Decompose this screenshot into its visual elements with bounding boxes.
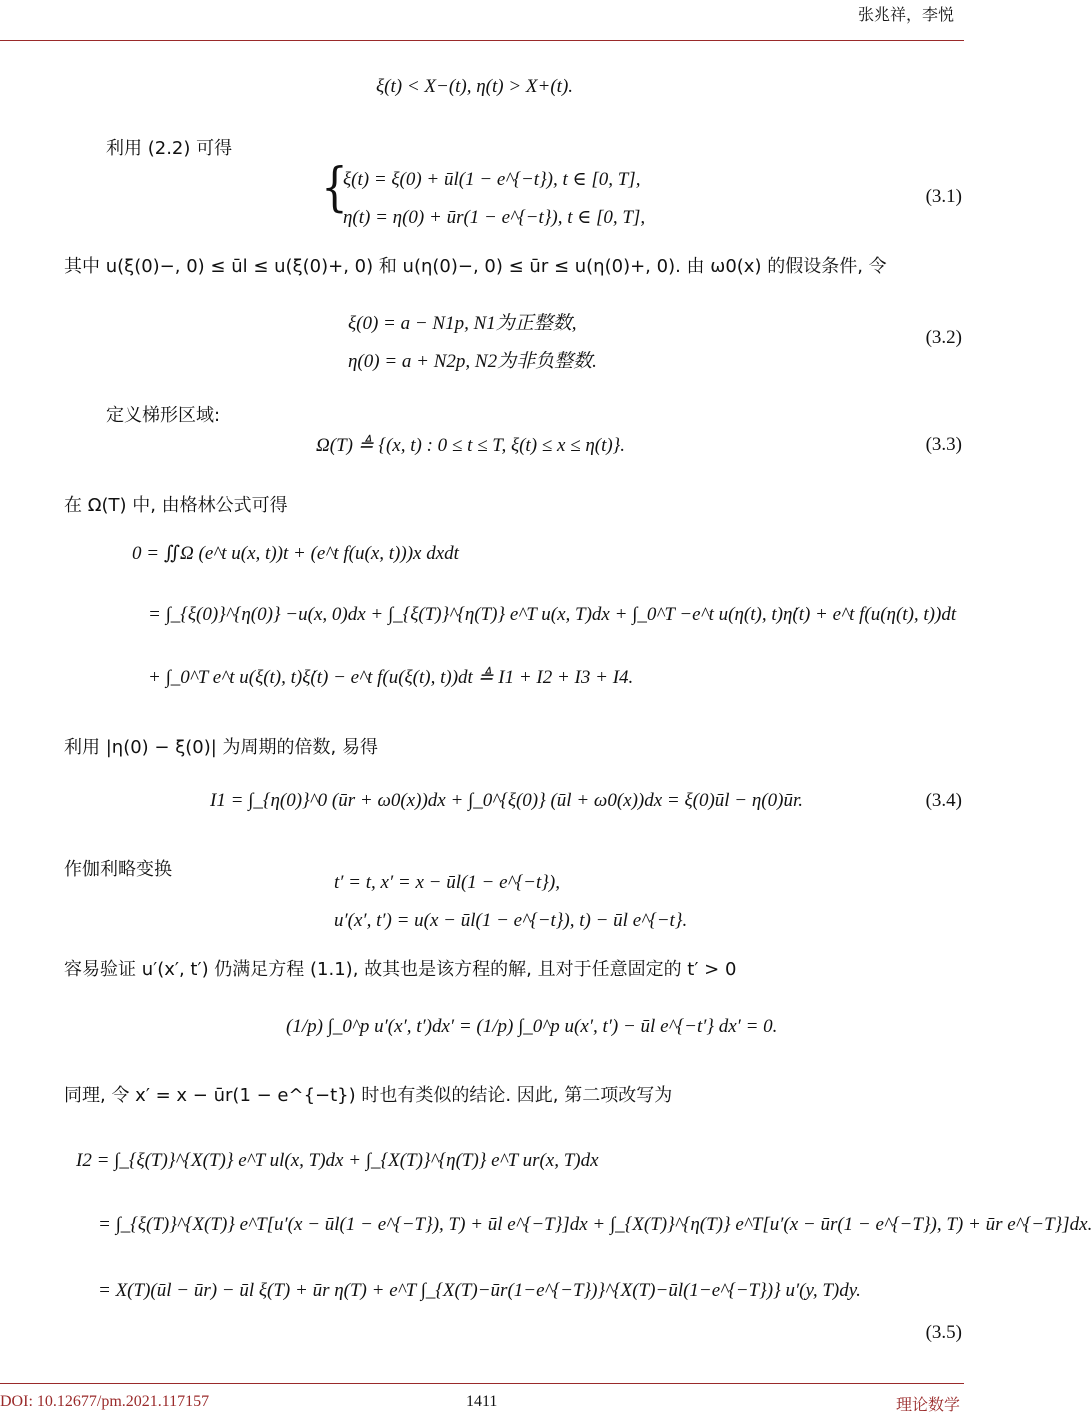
footer-page-number: 1411 bbox=[466, 1393, 498, 1410]
text-line: 容易验证 u′(x′, t′) 仍满足方程 (1.1), 故其也是该方程的解, 且对于任意固定的 t′ > 0 bbox=[64, 959, 737, 980]
equation-line: I1 = ∫_{η(0)}^0 (ūr + ω0(x))dx + ∫_0^{ξ(0)} (ūl + ω0(x))dx = ξ(0)ūl − η(0)ūr. bbox=[210, 790, 803, 811]
header-authors: 张兆祥，李悦 bbox=[857, 5, 954, 24]
equation-line: I2 = ∫_{ξ(T)}^{X(T)} e^T ul(x, T)dx + ∫_{X(T)}^{η(T)} e^T ur(x, T)dx bbox=[76, 1150, 599, 1171]
text-line: 利用 (2.2) 可得 bbox=[106, 138, 233, 159]
text-line: 其中 u(ξ(0)−, 0) ≤ ūl ≤ u(ξ(0)+, 0) 和 u(η(0)−, 0) ≤ ūr ≤ u(η(0)+, 0). 由 ω0(x) 的假设条件, 令 bbox=[64, 256, 887, 277]
left-brace: { bbox=[321, 158, 348, 218]
text-line: 在 Ω(T) 中, 由格林公式可得 bbox=[64, 495, 288, 516]
equation-line: η(t) = η(0) + ūr(1 − e^{−t}), t ∈ [0, T], bbox=[343, 207, 646, 228]
footer-rule bbox=[0, 1383, 964, 1384]
text-line: 定义梯形区域: bbox=[106, 405, 221, 426]
equation-line: = ∫_{ξ(T)}^{X(T)} e^T[u′(x − ūl(1 − e^{−T}), T) + ūl e^{−T}]dx + ∫_{X(T)}^{η(T)} e^T[u′(x − ūr(1 − e^{−T}), T) + ūr e^{−T}]dx. bbox=[98, 1214, 1092, 1235]
equation-number: (3.4) bbox=[925, 790, 962, 811]
equation-line: ξ(0) = a − N1p, N1为正整数, bbox=[348, 313, 577, 334]
text-line: 作伽利略变换 bbox=[64, 859, 172, 880]
equation-line: + ∫_0^T e^t u(ξ(t), t)ξ̇(t) − e^t f(u(ξ(t), t))dt ≜ I1 + I2 + I3 + I4. bbox=[148, 667, 634, 688]
equation-line: ξ(t) = ξ(0) + ūl(1 − e^{−t}), t ∈ [0, T], bbox=[343, 169, 641, 190]
equation-line: 0 = ∬Ω (e^t u(x, t))t + (e^t f(u(x, t)))x dxdt bbox=[132, 543, 459, 564]
footer-doi[interactable]: DOI: 10.12677/pm.2021.117157 bbox=[0, 1393, 210, 1410]
equation-line: = ∫_{ξ(0)}^{η(0)} −u(x, 0)dx + ∫_{ξ(T)}^{η(T)} e^T u(x, T)dx + ∫_0^T −e^t u(η(t), t)η̇(t) + e^t f(u(η(t), t))dt bbox=[148, 604, 957, 625]
equation-line: ξ(t) < X−(t), η(t) > X+(t). bbox=[376, 76, 574, 97]
header-rule bbox=[0, 40, 964, 41]
text-line: 利用 |η(0) − ξ(0)| 为周期的倍数, 易得 bbox=[64, 737, 378, 758]
footer-journal[interactable]: 理论数学 bbox=[895, 1395, 960, 1414]
equation-line: η(0) = a + N2p, N2为非负整数. bbox=[348, 351, 597, 372]
equation-line: (1/p) ∫_0^p u′(x′, t′)dx′ = (1/p) ∫_0^p u(x′, t′) − ūl e^{−t′} dx′ = 0. bbox=[286, 1016, 778, 1037]
text-line: 同理, 令 x′ = x − ūr(1 − e^{−t}) 时也有类似的结论. 因此, 第二项改写为 bbox=[64, 1085, 673, 1106]
equation-line: = X(T)(ūl − ūr) − ūl ξ(T) + ūr η(T) + e^T ∫_{X(T)−ūr(1−e^{−T})}^{X(T)−ūl(1−e^{−T})} u′(y, T)dy. bbox=[98, 1280, 861, 1301]
equation-number: (3.1) bbox=[925, 186, 962, 207]
equation-line: u′(x′, t′) = u(x − ūl(1 − e^{−t}), t) − ūl e^{−t}. bbox=[334, 910, 688, 931]
equation-line: Ω(T) ≜ {(x, t) : 0 ≤ t ≤ T, ξ(t) ≤ x ≤ η(t)}. bbox=[316, 435, 626, 456]
equation-line: t′ = t, x′ = x − ūl(1 − e^{−t}), bbox=[334, 872, 560, 893]
equation-number: (3.2) bbox=[925, 327, 962, 348]
equation-number: (3.5) bbox=[925, 1322, 962, 1343]
equation-number: (3.3) bbox=[925, 434, 962, 455]
